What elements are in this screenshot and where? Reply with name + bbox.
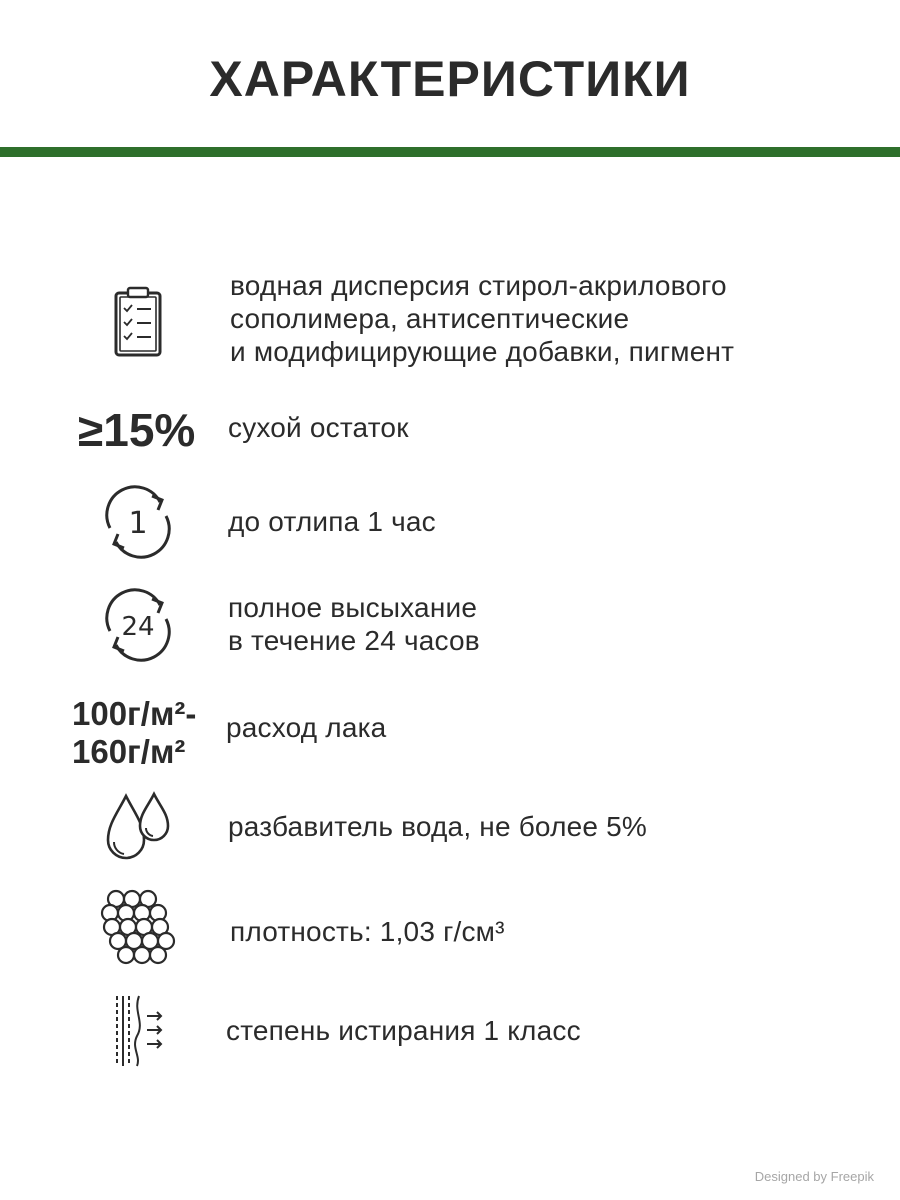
- list-item-density: [0, 885, 900, 985]
- list-item-composition: [0, 265, 900, 365]
- page-title: ХАРАКТЕРИСТИКИ: [209, 51, 691, 107]
- item-line: и модифицирующие добавки, пигмент: [230, 336, 735, 367]
- item-description: [228, 505, 436, 538]
- clipboard-checklist-icon: [100, 277, 176, 367]
- item-description: [230, 915, 505, 948]
- item-line: водная дисперсия стирол-акрилового: [230, 270, 727, 301]
- designer-credit: Designed by Freepik: [754, 1169, 874, 1184]
- list-item-full-drying: [0, 583, 900, 683]
- consumption-value-line: 100г/м²-: [72, 695, 197, 732]
- timer-number: 24: [121, 612, 155, 642]
- item-description: [226, 1014, 581, 1047]
- item-line: расход лака: [226, 712, 387, 743]
- item-description: [228, 411, 409, 444]
- dry-residue-value: ≥15%: [78, 404, 196, 456]
- water-drops-icon: [98, 788, 178, 868]
- item-line: полное высыхание: [228, 592, 478, 623]
- item-line: разбавитель вода, не более 5%: [228, 811, 648, 842]
- item-description: [228, 810, 647, 843]
- item-line: в течение 24 часов: [228, 625, 480, 656]
- lattice-svg: [98, 887, 178, 967]
- item-line: до отлипа 1 час: [228, 506, 436, 537]
- abrasion-layers-icon: [100, 990, 176, 1072]
- timer-number: 1: [128, 506, 148, 541]
- list-item-consumption: [0, 693, 900, 793]
- item-line: плотность: 1,03 г/см³: [230, 916, 505, 947]
- item-description: [230, 269, 734, 368]
- list-item-abrasion: [0, 990, 900, 1090]
- item-line: степень истирания 1 класс: [226, 1015, 581, 1046]
- item-line: сополимера, антисептические: [230, 303, 630, 334]
- consumption-value: [72, 695, 196, 771]
- cycle-timer-icon: [98, 585, 178, 665]
- title-divider: [0, 147, 900, 157]
- item-description: [226, 711, 386, 744]
- cycle-timer-icon: [98, 482, 178, 562]
- molecule-lattice-icon: [96, 885, 180, 969]
- consumption-value-line: 160г/м²: [72, 733, 186, 770]
- item-description: [228, 591, 480, 657]
- list-item-thinner: [0, 788, 900, 888]
- list-item-touch-dry: [0, 480, 900, 580]
- item-line: сухой остаток: [228, 412, 409, 443]
